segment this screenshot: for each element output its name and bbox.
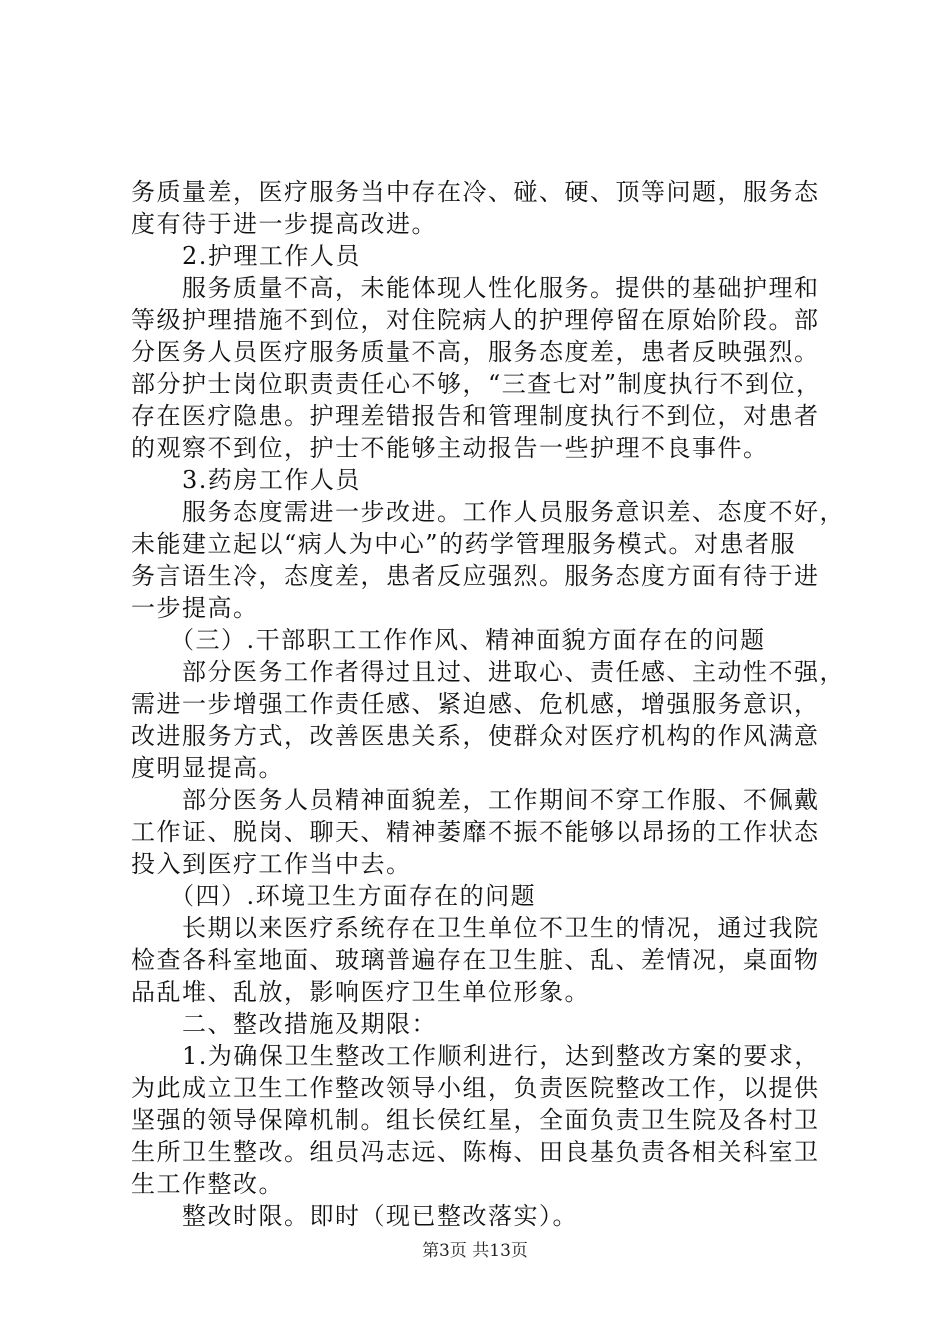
section-heading: （三）.干部职工工作作风、精神面貌方面存在的问题 xyxy=(131,626,766,654)
section-heading: （四）.环境卫生方面存在的问题 xyxy=(131,882,537,910)
text-line: 部分医务人员精神面貌差，工作期间不穿工作服、不佩戴 xyxy=(131,786,820,814)
page-number-footer: 第3页 共13页 xyxy=(422,1241,528,1261)
text-line: 生工作整改。 xyxy=(131,1170,284,1198)
text-line: 检查各科室地面、玻璃普遍存在卫生脏、乱、差情况，桌面物 xyxy=(131,946,820,974)
text-line: 服务态度需进一步改进。工作人员服务意识差、态度不好， xyxy=(131,498,845,526)
text-line: 度有待于进一步提高改进。 xyxy=(131,210,437,238)
text-line: 部分医务工作者得过且过、进取心、责任感、主动性不强， xyxy=(131,658,845,686)
text-line: 长期以来医疗系统存在卫生单位不卫生的情况，通过我院 xyxy=(131,914,820,942)
text-line: 的观察不到位，护士不能够主动报告一些护理不良事件。 xyxy=(131,434,769,462)
text-line: 务质量差，医疗服务当中存在冷、碰、硬、顶等问题，服务态 xyxy=(131,178,820,206)
text-line: 品乱堆、乱放，影响医疗卫生单位形象。 xyxy=(131,978,590,1006)
text-line: 分医务人员医疗服务质量不高，服务态度差，患者反映强烈。 xyxy=(131,338,820,366)
text-line: 工作证、脱岗、聊天、精神萎靡不振不能够以昂扬的工作状态 xyxy=(131,818,820,846)
text-line: 生所卫生整改。组员冯志远、陈梅、田良基负责各相关科室卫 xyxy=(131,1138,820,1166)
text-line: 等级护理措施不到位，对住院病人的护理停留在原始阶段。部 xyxy=(131,306,820,334)
text-line: 需进一步增强工作责任感、紧迫感、危机感，增强服务意识， xyxy=(131,690,820,718)
text-line: 存在医疗隐患。护理差错报告和管理制度执行不到位，对患者 xyxy=(131,402,820,430)
section-heading: 2.护理工作人员 xyxy=(131,242,361,270)
text-line: 改进服务方式，改善医患关系，使群众对医疗机构的作风满意 xyxy=(131,722,820,750)
text-line: 整改时限。即时（现已整改落实）。 xyxy=(131,1202,578,1230)
text-line: 部分护士岗位职责责任心不够，“三查七对”制度执行不到位， xyxy=(131,370,822,398)
text-line: 一步提高。 xyxy=(131,594,259,622)
section-heading: 二、整改措施及期限： xyxy=(131,1010,437,1038)
section-heading: 3.药房工作人员 xyxy=(131,466,361,494)
text-line: 务言语生冷，态度差，患者反应强烈。服务态度方面有待于进 xyxy=(131,562,820,590)
text-line: 为此成立卫生工作整改领导小组，负责医院整改工作，以提供 xyxy=(131,1074,820,1102)
text-line: 服务质量不高，未能体现人性化服务。提供的基础护理和 xyxy=(131,274,820,302)
text-line: 未能建立起以“病人为中心”的药学管理服务模式。对患者服 xyxy=(131,530,797,558)
text-line: 度明显提高。 xyxy=(131,754,284,782)
text-line: 1.为确保卫生整改工作顺利进行，达到整改方案的要求， xyxy=(131,1042,820,1070)
text-line: 投入到医疗工作当中去。 xyxy=(131,850,412,878)
text-line: 坚强的领导保障机制。组长侯红星，全面负责卫生院及各村卫 xyxy=(131,1106,820,1134)
